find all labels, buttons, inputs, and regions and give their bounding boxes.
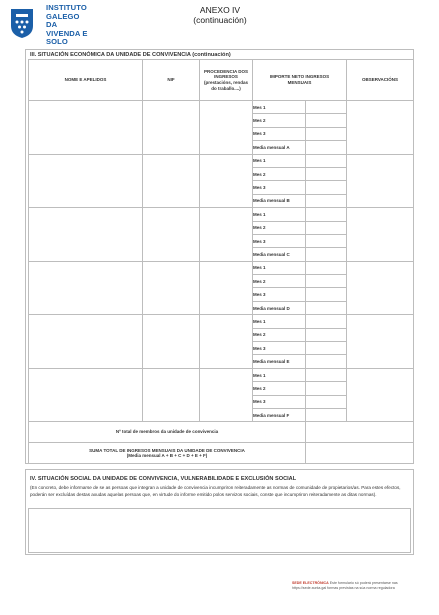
col-header-nif: NIF: [143, 60, 200, 101]
nome-field[interactable]: [29, 368, 143, 422]
nif-field[interactable]: [143, 154, 200, 208]
media-mensual-label: Media mensual E: [253, 355, 306, 368]
nome-field[interactable]: [29, 261, 143, 315]
mes-label: Mes 3: [253, 395, 306, 408]
table-row: [29, 154, 414, 167]
mes-label: Mes 1: [253, 315, 306, 328]
sede-url[interactable]: https://sede.xunta.gal: [292, 586, 327, 590]
mes-label: Mes 3: [253, 288, 306, 301]
media-mensual-field[interactable]: [306, 301, 347, 314]
media-mensual-field[interactable]: [306, 355, 347, 368]
nif-field[interactable]: [143, 315, 200, 369]
total-membros-label: Nº total de membros da unidade de convivencia: [29, 422, 306, 443]
section-4-text-area[interactable]: [28, 508, 411, 553]
table-row: [29, 315, 414, 328]
suma-total-label: SUMA TOTAL DE INGRESOS MENSUAIS DA UNIDADE DE CONVIVENCIA (Media mensual A + B + C + D + E + F): [29, 443, 306, 464]
nome-field[interactable]: [29, 101, 143, 155]
table-row: [29, 208, 414, 221]
importe-field[interactable]: [306, 342, 347, 355]
observacions-field[interactable]: [347, 261, 414, 315]
mes-label: Mes 1: [253, 208, 306, 221]
mes-label: Mes 3: [253, 181, 306, 194]
importe-field[interactable]: [306, 261, 347, 274]
importe-field[interactable]: [306, 154, 347, 167]
media-mensual-label: Media mensual C: [253, 248, 306, 261]
importe-field[interactable]: [306, 382, 347, 395]
table-row: [29, 101, 414, 114]
procedencia-field[interactable]: [200, 261, 253, 315]
nome-field[interactable]: [29, 315, 143, 369]
col-header-importe: IMPORTE NETO INGRESOS MENSUAIS: [253, 60, 347, 101]
importe-field[interactable]: [306, 181, 347, 194]
importe-field[interactable]: [306, 368, 347, 381]
procedencia-field[interactable]: [200, 101, 253, 155]
importe-field[interactable]: [306, 315, 347, 328]
observacions-field[interactable]: [347, 101, 414, 155]
section-3-frame: [25, 49, 414, 464]
media-mensual-label: Media mensual F: [253, 408, 306, 421]
mes-label: Mes 2: [253, 114, 306, 127]
table-row: [29, 368, 414, 381]
importe-field[interactable]: [306, 127, 347, 140]
importe-field[interactable]: [306, 234, 347, 247]
suma-total-field[interactable]: [306, 443, 414, 464]
section-4-description: (En concreto, debe informarse de se as persoas que integran a unidade de convivencia incumpriron reiteradamente as normas de comunidade de propietarios/as. Para estes efectos, poderán ser excluídas destas axudas aquelas persoas que, en virtude do informe emitido polos servizos sociais, conste que incumpriron reiteradamente as ditas normas).: [30, 485, 401, 497]
nome-field[interactable]: [29, 154, 143, 208]
media-mensual-field[interactable]: [306, 408, 347, 421]
media-mensual-label: Media mensual B: [253, 194, 306, 207]
mes-label: Mes 1: [253, 154, 306, 167]
anexo-title: ANEXO IV: [199, 5, 241, 15]
table-row: [29, 261, 414, 274]
col-header-observacions: OBSERVACIÓNS: [347, 60, 414, 101]
mes-label: Mes 3: [253, 127, 306, 140]
importe-field[interactable]: [306, 395, 347, 408]
importe-field[interactable]: [306, 101, 347, 114]
section-3-title: III. SITUACIÓN ECONÓMICA DA UNIDADE DE CONVIVENCIA (continuación): [30, 52, 231, 58]
importe-field[interactable]: [306, 167, 347, 180]
importe-field[interactable]: [306, 275, 347, 288]
procedencia-field[interactable]: [200, 368, 253, 422]
anexo-subtitle: (continuación): [193, 15, 247, 25]
procedencia-field[interactable]: [200, 208, 253, 262]
org-name: INSTITUTO GALEGO DA VIVENDA E SOLO: [46, 3, 88, 47]
footer-note: SEDE ELECTRÓNICA Este formulario só poderá presentarse nas https://sede.xunta.gal formas previstas na súa norma reguladora: [292, 581, 398, 590]
mes-label: Mes 2: [253, 221, 306, 234]
mes-label: Mes 2: [253, 167, 306, 180]
income-table-body: [29, 101, 414, 422]
section-4-frame: [25, 469, 414, 555]
sede-electronica-label: SEDE ELECTRÓNICA: [292, 581, 329, 585]
income-table: [28, 59, 414, 464]
mes-label: Mes 1: [253, 368, 306, 381]
observacions-field[interactable]: [347, 208, 414, 262]
procedencia-field[interactable]: [200, 154, 253, 208]
mes-label: Mes 2: [253, 328, 306, 341]
importe-field[interactable]: [306, 208, 347, 221]
media-mensual-label: Media mensual A: [253, 141, 306, 154]
mes-label: Mes 3: [253, 342, 306, 355]
importe-field[interactable]: [306, 288, 347, 301]
mes-label: Mes 2: [253, 275, 306, 288]
importe-field[interactable]: [306, 221, 347, 234]
observacions-field[interactable]: [347, 154, 414, 208]
nif-field[interactable]: [143, 261, 200, 315]
nome-field[interactable]: [29, 208, 143, 262]
mes-label: Mes 1: [253, 261, 306, 274]
total-membros-field[interactable]: [306, 422, 414, 443]
observacions-field[interactable]: [347, 368, 414, 422]
media-mensual-field[interactable]: [306, 141, 347, 154]
col-header-nome: NOME E APELIDOS: [29, 60, 143, 101]
coat-of-arms-icon: [8, 6, 36, 40]
mes-label: Mes 1: [253, 101, 306, 114]
igvs-logo: [8, 4, 90, 46]
observacions-field[interactable]: [347, 315, 414, 369]
media-mensual-label: Media mensual D: [253, 301, 306, 314]
media-mensual-field[interactable]: [306, 248, 347, 261]
nif-field[interactable]: [143, 208, 200, 262]
procedencia-field[interactable]: [200, 315, 253, 369]
col-header-procedencia: PROCEDENCIA DOS INGRESOS (prestacións, rendas do traballo....): [200, 60, 253, 101]
nif-field[interactable]: [143, 101, 200, 155]
section-4-title: IV. SITUACIÓN SOCIAL DA UNIDADE DE CONVIVENCIA, VULNERABILIDADE E EXCLUSIÓN SOCIAL: [30, 476, 297, 482]
importe-field[interactable]: [306, 328, 347, 341]
importe-field[interactable]: [306, 114, 347, 127]
mes-label: Mes 2: [253, 382, 306, 395]
media-mensual-field[interactable]: [306, 194, 347, 207]
anexo-heading: [170, 5, 270, 25]
nif-field[interactable]: [143, 368, 200, 422]
page-header: [0, 0, 439, 48]
mes-label: Mes 3: [253, 234, 306, 247]
